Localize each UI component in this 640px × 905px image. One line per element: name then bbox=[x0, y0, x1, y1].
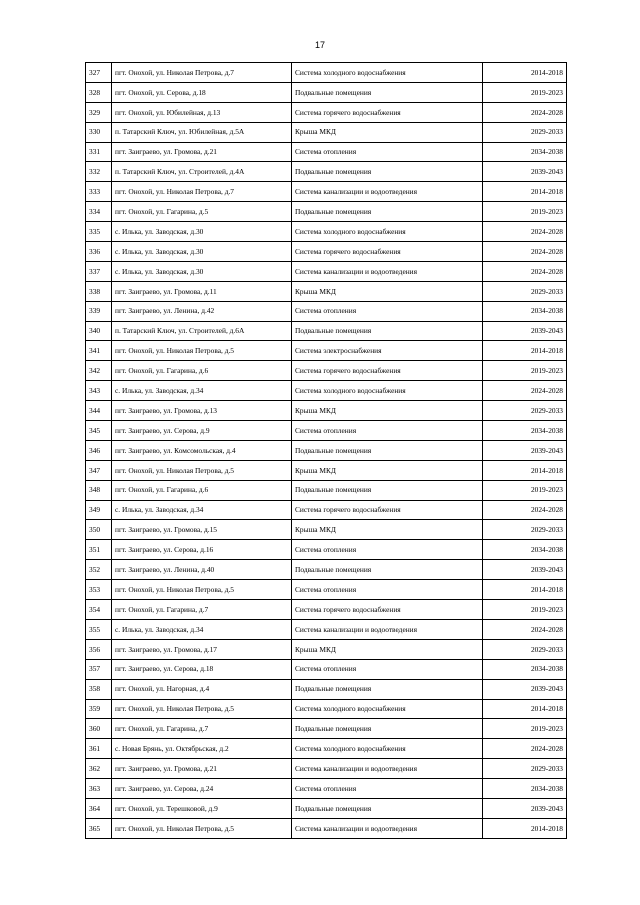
period-cell: 2019-2023 bbox=[483, 202, 567, 222]
row-number-cell: 328 bbox=[86, 82, 112, 102]
system-cell: Система электроснабжения bbox=[292, 341, 483, 361]
system-cell: Система канализации и водоотведения bbox=[292, 182, 483, 202]
address-cell: пгт. Онохой, ул. Терешковой, д.9 bbox=[112, 798, 292, 818]
period-cell: 2024-2028 bbox=[483, 102, 567, 122]
system-cell: Подвальные помещения bbox=[292, 202, 483, 222]
period-cell: 2019-2023 bbox=[483, 719, 567, 739]
row-number-cell: 348 bbox=[86, 480, 112, 500]
period-cell: 2014-2018 bbox=[483, 341, 567, 361]
address-cell: пгт. Онохой, ул. Нагорная, д.4 bbox=[112, 679, 292, 699]
table-row bbox=[86, 281, 567, 301]
address-cell: п. Татарский Ключ, ул. Юбилейная, д.5А bbox=[112, 122, 292, 142]
row-number-cell: 358 bbox=[86, 679, 112, 699]
period-cell: 2014-2018 bbox=[483, 182, 567, 202]
address-cell: пгт. Заиграево, ул. Серова, д.24 bbox=[112, 779, 292, 799]
system-cell: Крыша МКД bbox=[292, 520, 483, 540]
system-cell: Система горячего водоснабжения bbox=[292, 102, 483, 122]
table-row bbox=[86, 480, 567, 500]
system-cell: Подвальные помещения bbox=[292, 679, 483, 699]
period-cell: 2024-2028 bbox=[483, 500, 567, 520]
row-number-cell: 331 bbox=[86, 142, 112, 162]
table-row bbox=[86, 341, 567, 361]
system-cell: Система канализации и водоотведения bbox=[292, 818, 483, 838]
row-number-cell: 347 bbox=[86, 460, 112, 480]
system-cell: Подвальные помещения bbox=[292, 719, 483, 739]
table-row bbox=[86, 321, 567, 341]
period-cell: 2039-2043 bbox=[483, 162, 567, 182]
address-cell: с. Илька, ул. Заводская, д.34 bbox=[112, 381, 292, 401]
table-row bbox=[86, 639, 567, 659]
system-cell: Подвальные помещения bbox=[292, 321, 483, 341]
row-number-cell: 330 bbox=[86, 122, 112, 142]
row-number-cell: 344 bbox=[86, 401, 112, 421]
system-cell: Система холодного водоснабжения bbox=[292, 63, 483, 83]
period-cell: 2024-2028 bbox=[483, 619, 567, 639]
address-cell: пгт. Заиграево, ул. Серова, д.18 bbox=[112, 659, 292, 679]
row-number-cell: 357 bbox=[86, 659, 112, 679]
row-number-cell: 365 bbox=[86, 818, 112, 838]
table-row bbox=[86, 202, 567, 222]
table-row bbox=[86, 440, 567, 460]
row-number-cell: 334 bbox=[86, 202, 112, 222]
table-row bbox=[86, 520, 567, 540]
row-number-cell: 355 bbox=[86, 619, 112, 639]
system-cell: Подвальные помещения bbox=[292, 440, 483, 460]
period-cell: 2039-2043 bbox=[483, 440, 567, 460]
period-cell: 2024-2028 bbox=[483, 222, 567, 242]
row-number-cell: 329 bbox=[86, 102, 112, 122]
system-cell: Система отопления bbox=[292, 580, 483, 600]
address-cell: пгт. Онохой, ул. Николая Петрова, д.5 bbox=[112, 460, 292, 480]
row-number-cell: 360 bbox=[86, 719, 112, 739]
system-cell: Система горячего водоснабжения bbox=[292, 242, 483, 262]
table-row bbox=[86, 242, 567, 262]
table-row bbox=[86, 63, 567, 83]
system-cell: Крыша МКД bbox=[292, 460, 483, 480]
system-cell: Система отопления bbox=[292, 301, 483, 321]
address-cell: пгт. Заиграево, ул. Громова, д.13 bbox=[112, 401, 292, 421]
address-cell: пгт. Заиграево, ул. Серова, д.16 bbox=[112, 540, 292, 560]
period-cell: 2034-2038 bbox=[483, 540, 567, 560]
address-cell: пгт. Заиграево, ул. Громова, д.15 bbox=[112, 520, 292, 540]
table-row bbox=[86, 619, 567, 639]
table-row bbox=[86, 540, 567, 560]
table-row bbox=[86, 679, 567, 699]
row-number-cell: 353 bbox=[86, 580, 112, 600]
system-cell: Крыша МКД bbox=[292, 401, 483, 421]
address-cell: пгт. Заиграево, ул. Ленина, д.40 bbox=[112, 560, 292, 580]
address-cell: пгт. Онохой, ул. Гагарина, д.5 bbox=[112, 202, 292, 222]
table-body bbox=[86, 63, 567, 839]
address-cell: п. Татарский Ключ, ул. Строителей, д.4А bbox=[112, 162, 292, 182]
period-cell: 2014-2018 bbox=[483, 580, 567, 600]
address-cell: пгт. Онохой, ул. Николая Петрова, д.5 bbox=[112, 580, 292, 600]
row-number-cell: 346 bbox=[86, 440, 112, 460]
address-cell: пгт. Онохой, ул. Гагарина, д.7 bbox=[112, 719, 292, 739]
repair-schedule-table bbox=[85, 62, 567, 839]
address-cell: пгт. Заиграево, ул. Серова, д.9 bbox=[112, 421, 292, 441]
table-row bbox=[86, 381, 567, 401]
period-cell: 2029-2033 bbox=[483, 401, 567, 421]
system-cell: Система отопления bbox=[292, 421, 483, 441]
table-row bbox=[86, 560, 567, 580]
system-cell: Система отопления bbox=[292, 779, 483, 799]
row-number-cell: 338 bbox=[86, 281, 112, 301]
period-cell: 2029-2033 bbox=[483, 759, 567, 779]
row-number-cell: 362 bbox=[86, 759, 112, 779]
address-cell: пгт. Онохой, ул. Юбилейная, д.13 bbox=[112, 102, 292, 122]
row-number-cell: 336 bbox=[86, 242, 112, 262]
table-row bbox=[86, 82, 567, 102]
row-number-cell: 342 bbox=[86, 361, 112, 381]
system-cell: Подвальные помещения bbox=[292, 162, 483, 182]
system-cell: Система горячего водоснабжения bbox=[292, 361, 483, 381]
address-cell: пгт. Онохой, ул. Николая Петрова, д.7 bbox=[112, 63, 292, 83]
address-cell: п. Татарский Ключ, ул. Строителей, д.6А bbox=[112, 321, 292, 341]
page-number: 17 bbox=[314, 40, 325, 50]
period-cell: 2019-2023 bbox=[483, 480, 567, 500]
system-cell: Система холодного водоснабжения bbox=[292, 222, 483, 242]
period-cell: 2034-2038 bbox=[483, 301, 567, 321]
row-number-cell: 361 bbox=[86, 739, 112, 759]
period-cell: 2034-2038 bbox=[483, 659, 567, 679]
row-number-cell: 332 bbox=[86, 162, 112, 182]
address-cell: пгт. Заиграево, ул. Громова, д.21 bbox=[112, 142, 292, 162]
table-row bbox=[86, 600, 567, 620]
address-cell: пгт. Заиграево, ул. Комсомольская, д.4 bbox=[112, 440, 292, 460]
address-cell: пгт. Онохой, ул. Николая Петрова, д.5 bbox=[112, 699, 292, 719]
table-row bbox=[86, 261, 567, 281]
table-row bbox=[86, 182, 567, 202]
system-cell: Крыша МКД bbox=[292, 639, 483, 659]
table-row bbox=[86, 739, 567, 759]
address-cell: с. Новая Брянь, ул. Октябрьская, д.2 bbox=[112, 739, 292, 759]
system-cell: Система холодного водоснабжения bbox=[292, 381, 483, 401]
period-cell: 2039-2043 bbox=[483, 679, 567, 699]
address-cell: с. Илька, ул. Заводская, д.30 bbox=[112, 222, 292, 242]
table-row bbox=[86, 719, 567, 739]
row-number-cell: 351 bbox=[86, 540, 112, 560]
address-cell: пгт. Онохой, ул. Серова, д.18 bbox=[112, 82, 292, 102]
address-cell: пгт. Заиграево, ул. Ленина, д.42 bbox=[112, 301, 292, 321]
period-cell: 2034-2038 bbox=[483, 421, 567, 441]
period-cell: 2034-2038 bbox=[483, 142, 567, 162]
period-cell: 2024-2028 bbox=[483, 739, 567, 759]
system-cell: Система канализации и водоотведения bbox=[292, 619, 483, 639]
table-row bbox=[86, 361, 567, 381]
system-cell: Подвальные помещения bbox=[292, 82, 483, 102]
row-number-cell: 343 bbox=[86, 381, 112, 401]
row-number-cell: 356 bbox=[86, 639, 112, 659]
table-row bbox=[86, 779, 567, 799]
row-number-cell: 352 bbox=[86, 560, 112, 580]
address-cell: пгт. Заиграево, ул. Громова, д.11 bbox=[112, 281, 292, 301]
address-cell: пгт. Заиграево, ул. Громова, д.17 bbox=[112, 639, 292, 659]
period-cell: 2019-2023 bbox=[483, 82, 567, 102]
table-row bbox=[86, 222, 567, 242]
period-cell: 2034-2038 bbox=[483, 779, 567, 799]
row-number-cell: 345 bbox=[86, 421, 112, 441]
row-number-cell: 337 bbox=[86, 261, 112, 281]
row-number-cell: 340 bbox=[86, 321, 112, 341]
system-cell: Система холодного водоснабжения bbox=[292, 699, 483, 719]
address-cell: пгт. Онохой, ул. Гагарина, д.6 bbox=[112, 480, 292, 500]
period-cell: 2029-2033 bbox=[483, 639, 567, 659]
period-cell: 2024-2028 bbox=[483, 261, 567, 281]
period-cell: 2039-2043 bbox=[483, 560, 567, 580]
period-cell: 2029-2033 bbox=[483, 281, 567, 301]
system-cell: Подвальные помещения bbox=[292, 798, 483, 818]
system-cell: Система отопления bbox=[292, 540, 483, 560]
address-cell: с. Илька, ул. Заводская, д.34 bbox=[112, 619, 292, 639]
period-cell: 2029-2033 bbox=[483, 122, 567, 142]
row-number-cell: 364 bbox=[86, 798, 112, 818]
row-number-cell: 363 bbox=[86, 779, 112, 799]
address-cell: с. Илька, ул. Заводская, д.34 bbox=[112, 500, 292, 520]
table-row bbox=[86, 659, 567, 679]
row-number-cell: 335 bbox=[86, 222, 112, 242]
period-cell: 2019-2023 bbox=[483, 361, 567, 381]
period-cell: 2014-2018 bbox=[483, 460, 567, 480]
table-row bbox=[86, 500, 567, 520]
system-cell: Подвальные помещения bbox=[292, 560, 483, 580]
table-row bbox=[86, 162, 567, 182]
table-row bbox=[86, 759, 567, 779]
system-cell: Система отопления bbox=[292, 659, 483, 679]
period-cell: 2039-2043 bbox=[483, 798, 567, 818]
table-row bbox=[86, 421, 567, 441]
row-number-cell: 339 bbox=[86, 301, 112, 321]
period-cell: 2024-2028 bbox=[483, 242, 567, 262]
system-cell: Система горячего водоснабжения bbox=[292, 500, 483, 520]
system-cell: Система отопления bbox=[292, 142, 483, 162]
period-cell: 2029-2033 bbox=[483, 520, 567, 540]
table-row bbox=[86, 301, 567, 321]
table-row bbox=[86, 699, 567, 719]
system-cell: Крыша МКД bbox=[292, 122, 483, 142]
row-number-cell: 341 bbox=[86, 341, 112, 361]
system-cell: Крыша МКД bbox=[292, 281, 483, 301]
period-cell: 2024-2028 bbox=[483, 381, 567, 401]
table-row bbox=[86, 580, 567, 600]
address-cell: пгт. Онохой, ул. Николая Петрова, д.5 bbox=[112, 341, 292, 361]
table-row bbox=[86, 102, 567, 122]
row-number-cell: 349 bbox=[86, 500, 112, 520]
table-row bbox=[86, 798, 567, 818]
row-number-cell: 359 bbox=[86, 699, 112, 719]
table-row bbox=[86, 142, 567, 162]
row-number-cell: 354 bbox=[86, 600, 112, 620]
system-cell: Подвальные помещения bbox=[292, 480, 483, 500]
table-row bbox=[86, 460, 567, 480]
period-cell: 2039-2043 bbox=[483, 321, 567, 341]
period-cell: 2014-2018 bbox=[483, 63, 567, 83]
period-cell: 2019-2023 bbox=[483, 600, 567, 620]
system-cell: Система канализации и водоотведения bbox=[292, 261, 483, 281]
row-number-cell: 350 bbox=[86, 520, 112, 540]
address-cell: с. Илька, ул. Заводская, д.30 bbox=[112, 261, 292, 281]
system-cell: Система канализации и водоотведения bbox=[292, 759, 483, 779]
address-cell: пгт. Онохой, ул. Гагарина, д.6 bbox=[112, 361, 292, 381]
system-cell: Система холодного водоснабжения bbox=[292, 739, 483, 759]
period-cell: 2014-2018 bbox=[483, 699, 567, 719]
address-cell: пгт. Заиграево, ул. Громова, д.21 bbox=[112, 759, 292, 779]
address-cell: пгт. Онохой, ул. Николая Петрова, д.5 bbox=[112, 818, 292, 838]
period-cell: 2014-2018 bbox=[483, 818, 567, 838]
address-cell: пгт. Онохой, ул. Гагарина, д.7 bbox=[112, 600, 292, 620]
system-cell: Система горячего водоснабжения bbox=[292, 600, 483, 620]
row-number-cell: 327 bbox=[86, 63, 112, 83]
table-row bbox=[86, 122, 567, 142]
row-number-cell: 333 bbox=[86, 182, 112, 202]
table-row bbox=[86, 818, 567, 838]
table-row bbox=[86, 401, 567, 421]
address-cell: пгт. Онохой, ул. Николая Петрова, д.7 bbox=[112, 182, 292, 202]
address-cell: с. Илька, ул. Заводская, д.30 bbox=[112, 242, 292, 262]
